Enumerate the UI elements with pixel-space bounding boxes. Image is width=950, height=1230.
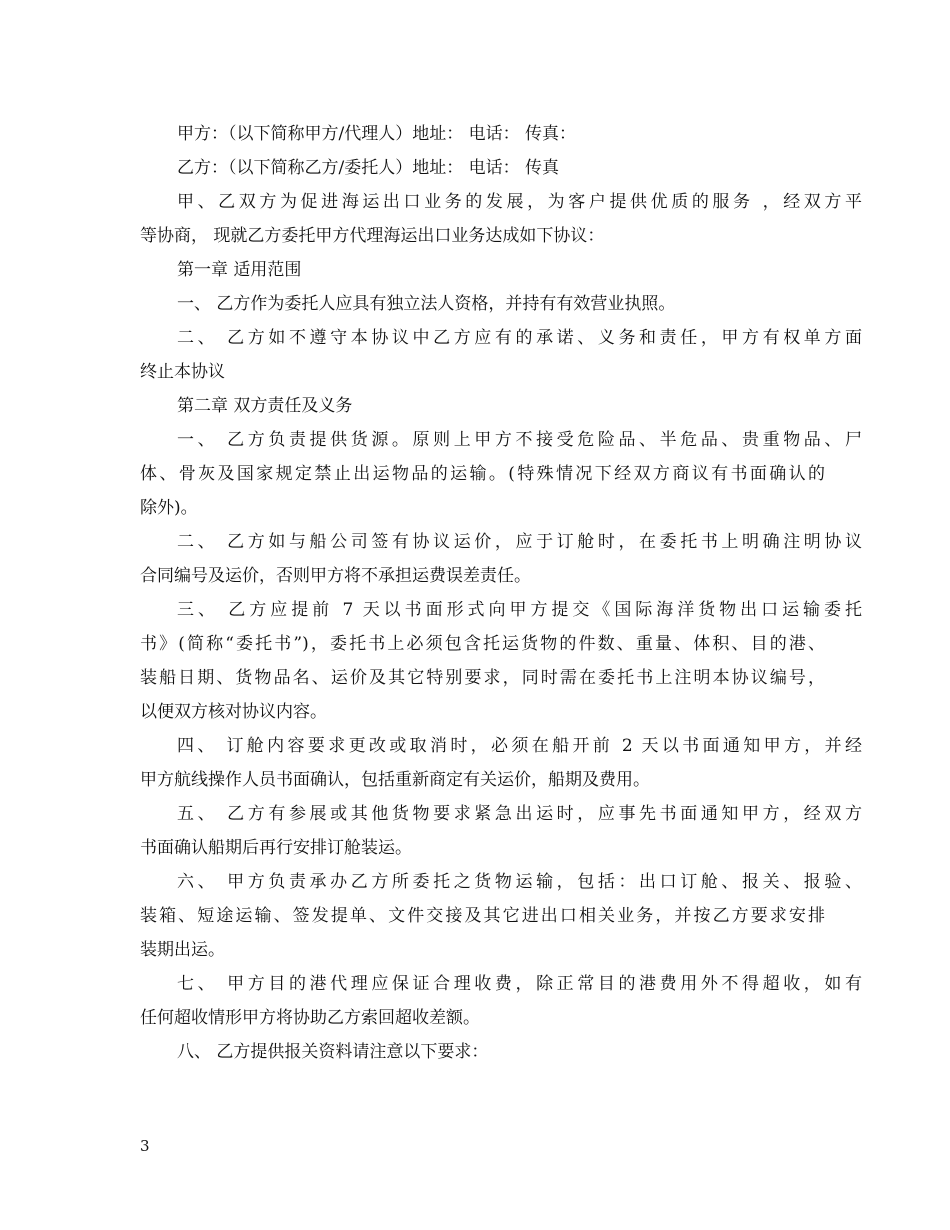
chapter-2-clause-4-line-2: 甲方航线操作人员书面确认，包括重新商定有关运价，船期及费用。 xyxy=(140,770,650,790)
chapter-2-clause-1-line-3: 除外)。 xyxy=(140,498,198,518)
preamble-line-1: 甲、乙双方为促进海运出口业务的发展，为客户提供优质的服务 ，经双方平 xyxy=(177,192,862,212)
chapter-2-clause-2-line-1: 二、 乙方如与船公司签有协议运价，应于订舱时，在委托书上明确注明协议 xyxy=(177,532,862,552)
chapter-2-clause-5-line-2: 书面确认船期后再行安排订舱装运。 xyxy=(140,838,412,858)
chapter-2-clause-1-line-2: 体、骨灰及国家规定禁止出运物品的运输。(特殊情况下经双方商议有书面确认的 xyxy=(140,464,825,484)
chapter-1-clause-2-line-2: 终止本协议 xyxy=(140,362,225,382)
chapter-2-heading: 第二章 双方责任及义务 xyxy=(177,396,353,416)
chapter-2-clause-2-line-2: 合同编号及运价，否则甲方将不承担运费误差责任。 xyxy=(140,566,531,586)
document-body xyxy=(140,117,862,1069)
chapter-2-clause-3-line-2: 书》(简称“委托书”)，委托书上必须包含托运货物的件数、重量、体积、目的港、 xyxy=(140,634,825,654)
chapter-2-clause-6-line-1: 六、 甲方负责承办乙方所委托之货物运输，包括：出口订舱、报关、报验、 xyxy=(177,872,862,892)
chapter-2-clause-6-line-3: 装期出运。 xyxy=(140,940,225,960)
chapter-1-clause-2-line-1: 二、 乙方如不遵守本协议中乙方应有的承诺、义务和责任，甲方有权单方面 xyxy=(177,328,862,348)
chapter-2-clause-3-line-1: 三、 乙方应提前 7 天以书面形式向甲方提交《国际海洋货物出口运输委托 xyxy=(177,600,862,620)
chapter-2-clause-1-line-1: 一、 乙方负责提供货源。原则上甲方不接受危险品、半危品、贵重物品、尸 xyxy=(177,430,862,450)
party-a-line: 甲方：（以下简称甲方/代理人）地址： 电话： 传真： xyxy=(177,124,577,144)
chapter-1-heading: 第一章 适用范围 xyxy=(177,260,302,280)
party-b-line: 乙方：（以下简称乙方/委托人）地址： 电话： 传真 xyxy=(177,158,560,178)
chapter-2-clause-4-line-1: 四、 订舱内容要求更改或取消时，必须在船开前 2 天以书面通知甲方，并经 xyxy=(177,736,862,756)
chapter-2-clause-7-line-2: 任何超收情形甲方将协助乙方索回超收差额。 xyxy=(140,1008,480,1028)
chapter-2-clause-5-line-1: 五、 乙方有参展或其他货物要求紧急出运时，应事先书面通知甲方，经双方 xyxy=(177,804,862,824)
chapter-2-clause-3-line-3: 装船日期、货物品名、运价及其它特别要求，同时需在委托书上注明本协议编号， xyxy=(140,668,825,688)
chapter-2-clause-8-line-1: 八、 乙方提供报关资料请注意以下要求： xyxy=(177,1042,489,1062)
chapter-1-clause-1: 一、 乙方作为委托人应具有独立法人资格，并持有有效营业执照。 xyxy=(177,294,676,314)
preamble-line-2: 等协商， 现就乙方委托甲方代理海运出口业务达成如下协议： xyxy=(140,226,605,246)
chapter-2-clause-3-line-4: 以便双方核对协议内容。 xyxy=(140,702,327,722)
page-number: 3 xyxy=(140,1137,150,1155)
chapter-2-clause-6-line-2: 装箱、短途运输、签发提单、文件交接及其它进出口相关业务，并按乙方要求安排 xyxy=(140,906,825,926)
chapter-2-clause-7-line-1: 七、 甲方目的港代理应保证合理收费，除正常目的港费用外不得超收，如有 xyxy=(177,974,862,994)
